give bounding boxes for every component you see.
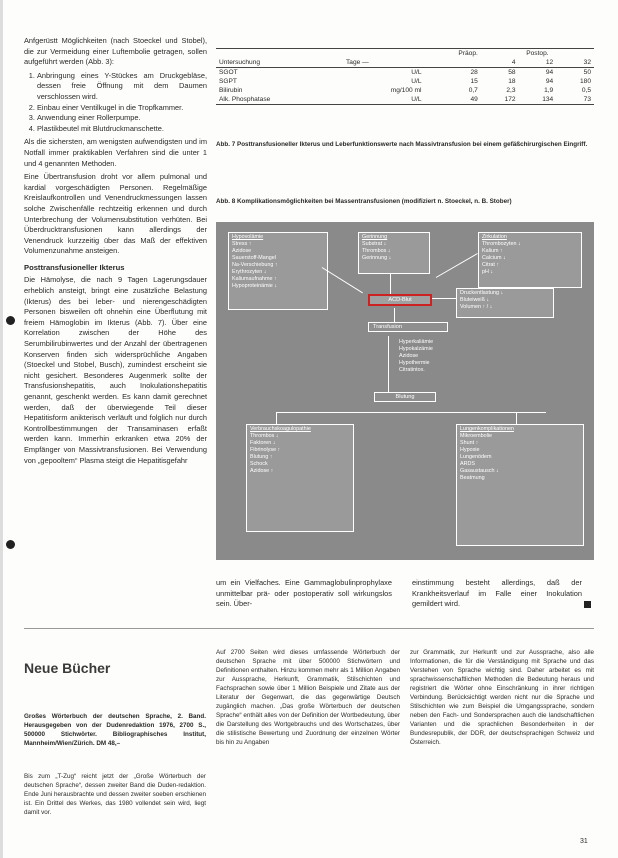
center-list: Hyperkaliämie Hypokalzämie Azidose Hypothermie Citratintox.: [399, 339, 434, 373]
center-box-transfusion: Transfusion: [368, 322, 448, 332]
center-box-bleeding: Blutung: [374, 392, 436, 402]
book-paragraph: Auf 2700 Seiten wird dieses umfassende Wörterbuch der deutschen Sprache mit über 500000 Stichwörtern und Definitionen enthalten. Hinzu kommen mehr als 1 Million Angaben zur Aussprache, Herkunft, Grammatik, Stilschichten und Fachsprachen sowie über 1 Million Beispiele und Zitate aus der Literatur der Gegenwart, die das gegenwärtige Deutsch zugänglich machen. „Das große Wörterbuch der deutschen Sprache“ enthält alles von der Definition der Wortbedeutung, über die Darstellung des Wortgebrauchs und des Wortschatzes, über die stilistische Bewertung und Zuordnung der einzelnen Wörter bis hin zu Angaben: [216, 649, 400, 746]
paragraph: Als die sichersten, am wenigsten aufwendigsten und im Notfall immer praktikablen Verfahren sind die unter 1 und 4 genannten Methoden.: [24, 137, 207, 168]
box-right-middle: Druckentlastung ↓ Bluteiweiß ↓ Volumen ↑ / ↓: [456, 288, 554, 318]
value-table: [216, 48, 594, 105]
method-list: [24, 71, 207, 135]
book-reference: Großes Wörterbuch der deutschen Sprache, 2. Band. Herausgegeben von der Dudenredaktion 1976, 2700 S., 500000 Stichwörter. Bibliographisches Institut, Mannheim/Wien/Zürich. DM 48,–: [24, 713, 206, 747]
connector-line: [436, 253, 478, 278]
list-item: 3. Anwendung einer Rollerpumpe.: [37, 113, 207, 124]
connector-line: [390, 274, 391, 294]
box-circulation: Zirkulation Thrombozyten ↓ Kalium ↑ Calcium ↓ Citrat ↑ pH ↓: [478, 232, 582, 288]
table-row: Bilirubin mg/100 ml 0,7 2,3 1,9 0,5: [219, 87, 591, 94]
section-title: Neue Bücher: [24, 660, 111, 676]
left-column: [24, 36, 207, 576]
punch-hole: [6, 316, 15, 325]
box-lung: Lungenkomplikationen Mikroembolie Shunt ↑ Hypoxie Lungenödem ARDS Gasaustausch ↓ Beatmung: [456, 424, 584, 546]
header-untersuchung: Untersuchung: [219, 59, 261, 66]
center-box-acd: ACD-Blut: [368, 294, 432, 306]
box-coagulopathy: Verbrauchskoagulopathie Thrombos ↓ Faktoren ↓ Fibrinolyse ↑ Blutung ↑ Schock Azidose ↑: [246, 424, 354, 532]
section-divider: [24, 628, 594, 629]
left-edge-shadow: [0, 0, 3, 858]
header-day: 32: [583, 59, 591, 66]
book-paragraph: zur Grammatik, zur Herkunft und zur Aussprache, also alle Informationen, die für die Verständigung mit Sprache und das Verstehen von Sprache wichtig sind. Daher arbeitet es mit sprachwissenschaftlichen Methoden die Bedeutung heraus und registriert die Wörter ohne Einschränkung in ihrer richtigen Verbindung. Berücksichtigt werden nicht nur die Sprache und Stilschichten wie zum Beispiel die Umgangssprache, sondern neben den Fach- und Sondersprachen auch die landschaftlichen Varianten und die sprachlichen Besonderheiten in der Bundesrepublik, der DDR, der deutschsprachigen Schweiz und Österreich.: [410, 649, 594, 746]
col-postop: Postop.: [526, 50, 549, 57]
connector-line: [430, 298, 456, 299]
section-heading: Posttransfusioneller Ikterus: [24, 262, 125, 272]
punch-hole: [6, 540, 15, 549]
end-mark: [584, 601, 591, 608]
continuation-text: einstimmung besteht allerdings, daß der Krankheitsverlauf im Falle einer Inokulation gemildert wird.: [412, 578, 582, 609]
connector-line: [516, 412, 517, 424]
list-item: 4. Plastikbeutel mit Blutdruckmanschette.: [37, 124, 207, 135]
table-row: SGOT U/L 28 58 94 50: [219, 69, 591, 76]
header-day: 4: [511, 59, 516, 66]
list-item: 2. Einbau einer Ventilkugel in die Tropfkammer.: [37, 103, 207, 114]
paragraph: Eine Übertransfusion droht vor allem pulmonal und kardial vorgeschädigten Personen. Regelmäßige Kreislaufkontrollen und Venendruckmessungen lassen solche Zwischenfälle rechtzeitig erkennen und durch Unterbrechung der Volumensubstitution verhüten. Bei Überdrucktransfusionen kann allerdings der Venendruck kurzzeitig über das Maß der effektiven Volumenzunahme ansteigen.: [24, 172, 207, 256]
intro-paragraph: Anfgerüstt Möglichkeiten (nach Stoeckel und Stobel), die zur Vermeidung einer Luftembolie getragen, sollen aufgeführt werden (Abb. 3):: [24, 36, 207, 67]
box-hypovolemia: Hypovolämie Stress ↑ Azidose Sauerstoff-Mangel Na-Verschiebung ↑ Erythrozyten ↓ Kaliumaufnahme ↑ Hypoproteinämie ↓: [228, 232, 328, 310]
connector-line: [276, 412, 277, 424]
book-paragraph: Bis zum „T-Zug“ reicht jetzt der „Große Wörterbuch der deutschen Sprache“, dessen zweiter Band die Duden-redaktion. Ende Juni herausbrachte und dessen zweiter soeben erschienen ist. Ein Drittel des Werkes, das 1980 vollendet sein wird, liegt damit vor.: [24, 773, 206, 816]
table-row: SGPT U/L 15 18 94 180: [219, 78, 591, 85]
figure-caption: Abb. 8 Komplikationsmöglichkeiten bei Massentransfusionen (modifiziert n. Stoeckel, n. B. Stober): [216, 198, 512, 205]
col-prae: Präop.: [458, 50, 478, 57]
header-day: 12: [545, 59, 554, 66]
connector-line: [276, 412, 546, 413]
connector-line: [394, 308, 395, 322]
table-row: Alk. Phosphatase U/L 49 172 134 73: [216, 95, 594, 105]
connector-line: [388, 336, 389, 392]
box-coagulation: Gerinnung Substrat ↓ Thrombos ↓ Gerinnung ↓: [358, 232, 430, 274]
list-item: 1. Anbringung eines Y-Stückes am Druckgebläse, dessen freie Öffnung mit dem Daumen verschlossen wird.: [37, 71, 207, 103]
complication-diagram: [216, 222, 594, 560]
continuation-text: um ein Vielfaches. Eine Gammaglobulinprophylaxe unmittelbar prä- oder postoperativ soll wirkungslos sein. Über-: [216, 578, 392, 609]
figure-caption: Abb. 7 Posttransfusioneller Ikterus und Leberfunktionswerte nach Massivtransfusion bei einem gefäßchirurgischen Eingriff.: [216, 141, 588, 148]
page-number: 31: [580, 838, 588, 845]
header-tage: Tage —: [346, 59, 369, 66]
paragraph: Die Hämolyse, die nach 9 Tagen Lagerungsdauer erheblich ansteigt, bringt eine zusätzliche Belastung (Ikterus) des bei leber- und nierengeschädigten Personen bisweilen oft ohnehin eine Überflutung mit freiem Hämoglobin im Ikterus (Abb. 7). Über eine Korrelation zwischen der Höhe des Serumbilirubinwertes und der Anzahl der übertragenen Konserven finden sich widersprüchliche Angaben (Stoeckel und Stobel, Busch), zumindest erscheint sie nicht gesichert. Besonderes Augenmerk sollte der Transfusionshepatitis, auch Inokulationshepatitis genannt, geschenkt werden. Es kann damit gerechnet werden, daß der überwiegende Teil dieser Hepatitisform anikterisch verläuft und folglich nur durch Kontrollbestimmungen der Transaminasen erfaßt werden kann. Immerhin erkranken etwa 20% der Empfänger von Massivtransfusionen. Bei Verwendung von „gepooltem“ Plasma steigt die Hepatitisgefahr: [24, 275, 207, 465]
